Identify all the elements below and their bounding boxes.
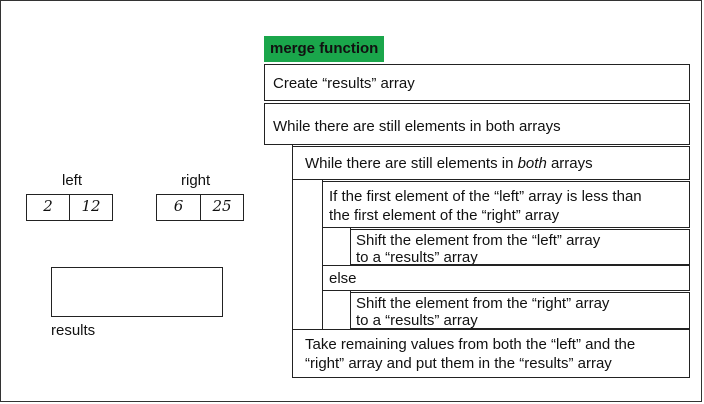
step-else-text: else: [329, 270, 357, 287]
step-shift-right-line2: to a “results” array: [356, 312, 478, 329]
right-array-cell-1: 25: [200, 194, 244, 221]
step-while-inner: [292, 146, 690, 180]
step-shift-left-line2: to a “results” array: [356, 249, 478, 265]
step-shift-right: [350, 292, 690, 329]
merge-function-title: merge function: [264, 36, 384, 62]
step-create-results-text: Create “results” array: [273, 75, 415, 92]
step-if-line2: the first element of the “right” array: [329, 207, 560, 224]
step-while-inner-text-post: arrays: [546, 155, 593, 172]
left-array-cell-1: 12: [69, 194, 113, 221]
step-while-outer-text: While there are still elements in both arrays: [273, 118, 561, 135]
step-shift-left: [350, 229, 690, 265]
step-if-line1: If the first element of the “left” array is less than: [329, 188, 642, 205]
step-while-inner-text-pre: While there are still elements in: [305, 155, 518, 172]
step-take-line1: Take remaining values from both the “left” and the: [305, 336, 636, 353]
step-shift-right-line1: Shift the element from the “right” array: [356, 295, 610, 312]
step-create-results: [264, 64, 690, 101]
step-shift-left-line1: Shift the element from the “left” array: [356, 232, 601, 249]
step-take-line2: “right” array and put them in the “results” array: [305, 355, 612, 372]
step-else: [322, 265, 690, 291]
results-label: results: [51, 322, 96, 339]
step-while-outer: [264, 103, 690, 145]
results-array-box: [51, 267, 223, 317]
step-take-remaining: [292, 329, 690, 378]
left-array-cell-0: 2: [26, 194, 70, 221]
step-while-inner-text-em: both: [517, 155, 547, 172]
right-array-cell-0: 6: [156, 194, 201, 221]
right-array-label: right: [181, 172, 211, 189]
step-if-condition: [322, 181, 690, 228]
left-array-label: left: [62, 172, 83, 189]
